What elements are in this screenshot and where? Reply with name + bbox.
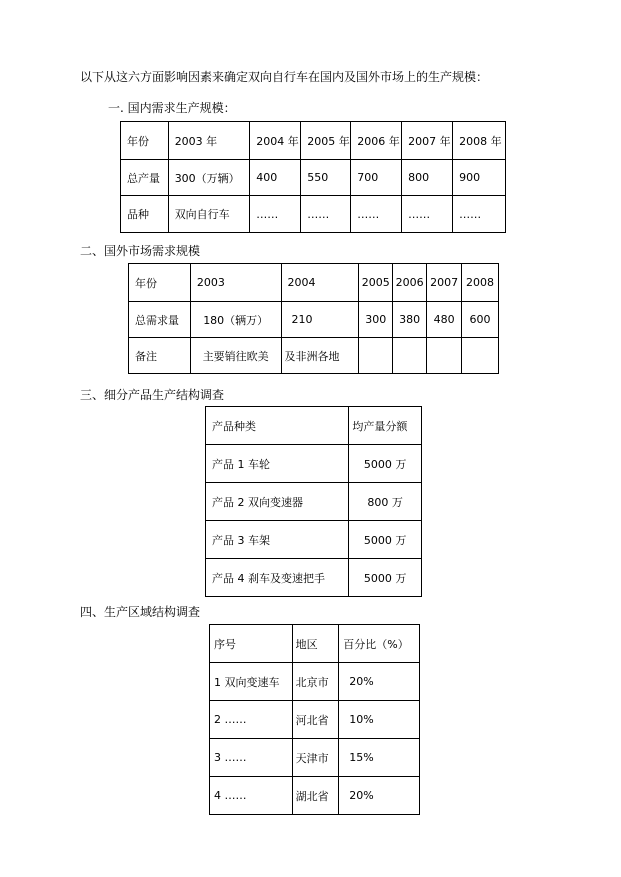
table-cell: 300（万辆） <box>168 160 250 196</box>
table-cell: 2004 <box>281 264 359 302</box>
table-cell: 2004 年 <box>250 122 301 160</box>
table-row <box>210 777 420 815</box>
table-cell: 总需求量 <box>129 302 191 338</box>
intro-text: 以下从这六方面影响因素来确定双向自行车在国内及国外市场上的生产规模： <box>80 70 489 84</box>
section1-title: 一. 国内需求生产规模： <box>108 101 236 115</box>
region-structure-table <box>209 624 420 815</box>
table-cell: 产品 2 双向变速器 <box>206 483 349 521</box>
table-cell: …… <box>402 196 453 233</box>
table-row <box>121 122 506 160</box>
foreign-demand-table <box>128 263 499 374</box>
table-cell: 北京市 <box>292 663 339 701</box>
table-cell: 均产量分额 <box>349 407 422 445</box>
table-cell <box>462 338 499 374</box>
table-cell: 5000 万 <box>349 521 422 559</box>
table-cell: 800 万 <box>349 483 422 521</box>
table-cell: 900 <box>453 160 506 196</box>
table-cell: 产品 1 车轮 <box>206 445 349 483</box>
table-row <box>206 445 422 483</box>
table-row <box>121 160 506 196</box>
table-cell: …… <box>250 196 301 233</box>
table-cell: 5000 万 <box>349 559 422 597</box>
table-row <box>121 196 506 233</box>
table-cell <box>393 338 427 374</box>
table-row <box>129 264 499 302</box>
table-cell: 主要销往欧美 <box>190 338 281 374</box>
section4-title: 四、生产区域结构调查 <box>80 605 201 619</box>
table-cell: 2005 年 <box>301 122 351 160</box>
table-cell: 1 双向变速车 <box>210 663 293 701</box>
table-cell: 双向自行车 <box>168 196 250 233</box>
table-cell: 10% <box>339 701 420 739</box>
product-structure-table <box>205 406 422 597</box>
table-cell: 产品种类 <box>206 407 349 445</box>
table-cell: 550 <box>301 160 351 196</box>
table-cell: …… <box>351 196 402 233</box>
table-cell: 百分比（%） <box>339 625 420 663</box>
table-cell: 序号 <box>210 625 293 663</box>
table-cell <box>359 338 393 374</box>
table-cell: 2006 <box>393 264 427 302</box>
table-cell: 2007 <box>427 264 462 302</box>
table-cell: 2003 年 <box>168 122 250 160</box>
table-cell: 180（辆万） <box>190 302 281 338</box>
table-cell: 总产量 <box>121 160 169 196</box>
table-row <box>129 302 499 338</box>
table-row <box>129 338 499 374</box>
table-cell: 2008 年 <box>453 122 506 160</box>
table-cell: 400 <box>250 160 301 196</box>
table-cell: 天津市 <box>292 739 339 777</box>
table-row <box>206 559 422 597</box>
table-cell: 年份 <box>121 122 169 160</box>
table-cell: 600 <box>462 302 499 338</box>
table-cell: 20% <box>339 663 420 701</box>
table-cell: 300 <box>359 302 393 338</box>
table-row <box>206 483 422 521</box>
table-cell: 3 …… <box>210 739 293 777</box>
table-row <box>210 701 420 739</box>
table-cell: 480 <box>427 302 462 338</box>
table-cell <box>427 338 462 374</box>
section2-title: 二、国外市场需求规模 <box>80 244 201 258</box>
table-cell: 年份 <box>129 264 191 302</box>
table-cell: 800 <box>402 160 453 196</box>
table-cell: 地区 <box>292 625 339 663</box>
table-cell: 产品 3 车架 <box>206 521 349 559</box>
table-cell: 4 …… <box>210 777 293 815</box>
table-cell: 20% <box>339 777 420 815</box>
table-cell: 产品 4 刹车及变速把手 <box>206 559 349 597</box>
table-cell: …… <box>301 196 351 233</box>
table-cell: 备注 <box>129 338 191 374</box>
table-row <box>210 739 420 777</box>
table-cell: 380 <box>393 302 427 338</box>
section3-title: 三、细分产品生产结构调查 <box>80 388 225 402</box>
table-row <box>206 521 422 559</box>
table-cell: 2006 年 <box>351 122 402 160</box>
table-cell: 2003 <box>190 264 281 302</box>
table-cell: 品种 <box>121 196 169 233</box>
table-cell: 15% <box>339 739 420 777</box>
table-cell: 2008 <box>462 264 499 302</box>
table-cell: 700 <box>351 160 402 196</box>
table-cell: 2007 年 <box>402 122 453 160</box>
table-cell: 湖北省 <box>292 777 339 815</box>
table-cell: 2005 <box>359 264 393 302</box>
table-cell: 及非洲各地 <box>281 338 359 374</box>
table-cell: 2 …… <box>210 701 293 739</box>
table-cell: 5000 万 <box>349 445 422 483</box>
table-cell: 210 <box>281 302 359 338</box>
table-cell: 河北省 <box>292 701 339 739</box>
domestic-production-table <box>120 121 506 233</box>
table-row <box>210 625 420 663</box>
table-row <box>210 663 420 701</box>
table-row <box>206 407 422 445</box>
table-cell: …… <box>453 196 506 233</box>
